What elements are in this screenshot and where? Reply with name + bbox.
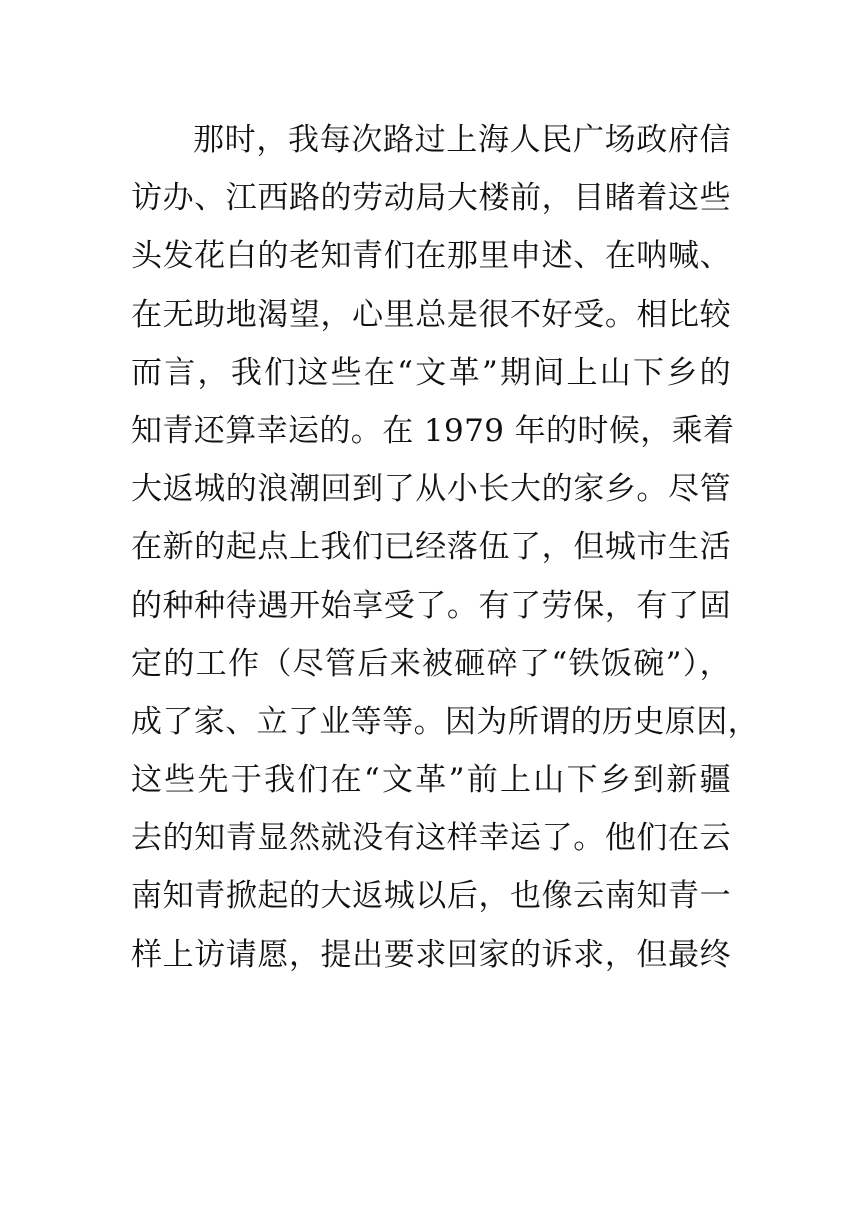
text-line-7: 大返城的浪潮回到了从小长大的家乡。尽管	[131, 471, 731, 508]
body-paragraph	[131, 111, 759, 984]
text-line-6: 知青还算幸运的。在 1979 年的时候，乘着	[131, 412, 735, 449]
text-line-1: 那时，我每次路过上海人民广场政府信	[193, 122, 731, 158]
text-line-8: 在新的起点上我们已经落伍了，但城市生活	[131, 529, 731, 566]
text-line-11: 成了家、立了业等等。因为所谓的历史原因，	[131, 703, 759, 740]
text-line-5: 而言，我们这些在“文革”期间上山下乡的	[131, 354, 731, 391]
text-line-4: 在无助地渴望，心里总是很不好受。相比较	[131, 296, 731, 333]
text-line-13: 去的知青显然就没有这样幸运了。他们在云	[131, 820, 731, 857]
text-line-12: 这些先于我们在“文革”前上山下乡到新疆	[131, 762, 731, 799]
text-line-15: 样上访请愿，提出要求回家的诉求，但最终	[131, 936, 731, 973]
text-line-9: 的种种待遇开始享受了。有了劳保，有了固	[131, 587, 731, 624]
text-line-2: 访办、江西路的劳动局大楼前，目睹着这些	[131, 180, 731, 217]
text-line-14: 南知青掀起的大返城以后，也像云南知青一	[131, 878, 731, 915]
text-line-3: 头发花白的老知青们在那里申述、在呐喊、	[131, 238, 731, 275]
text-line-10: 定的工作（尽管后来被砸碎了“铁饭碗”），	[131, 645, 731, 682]
